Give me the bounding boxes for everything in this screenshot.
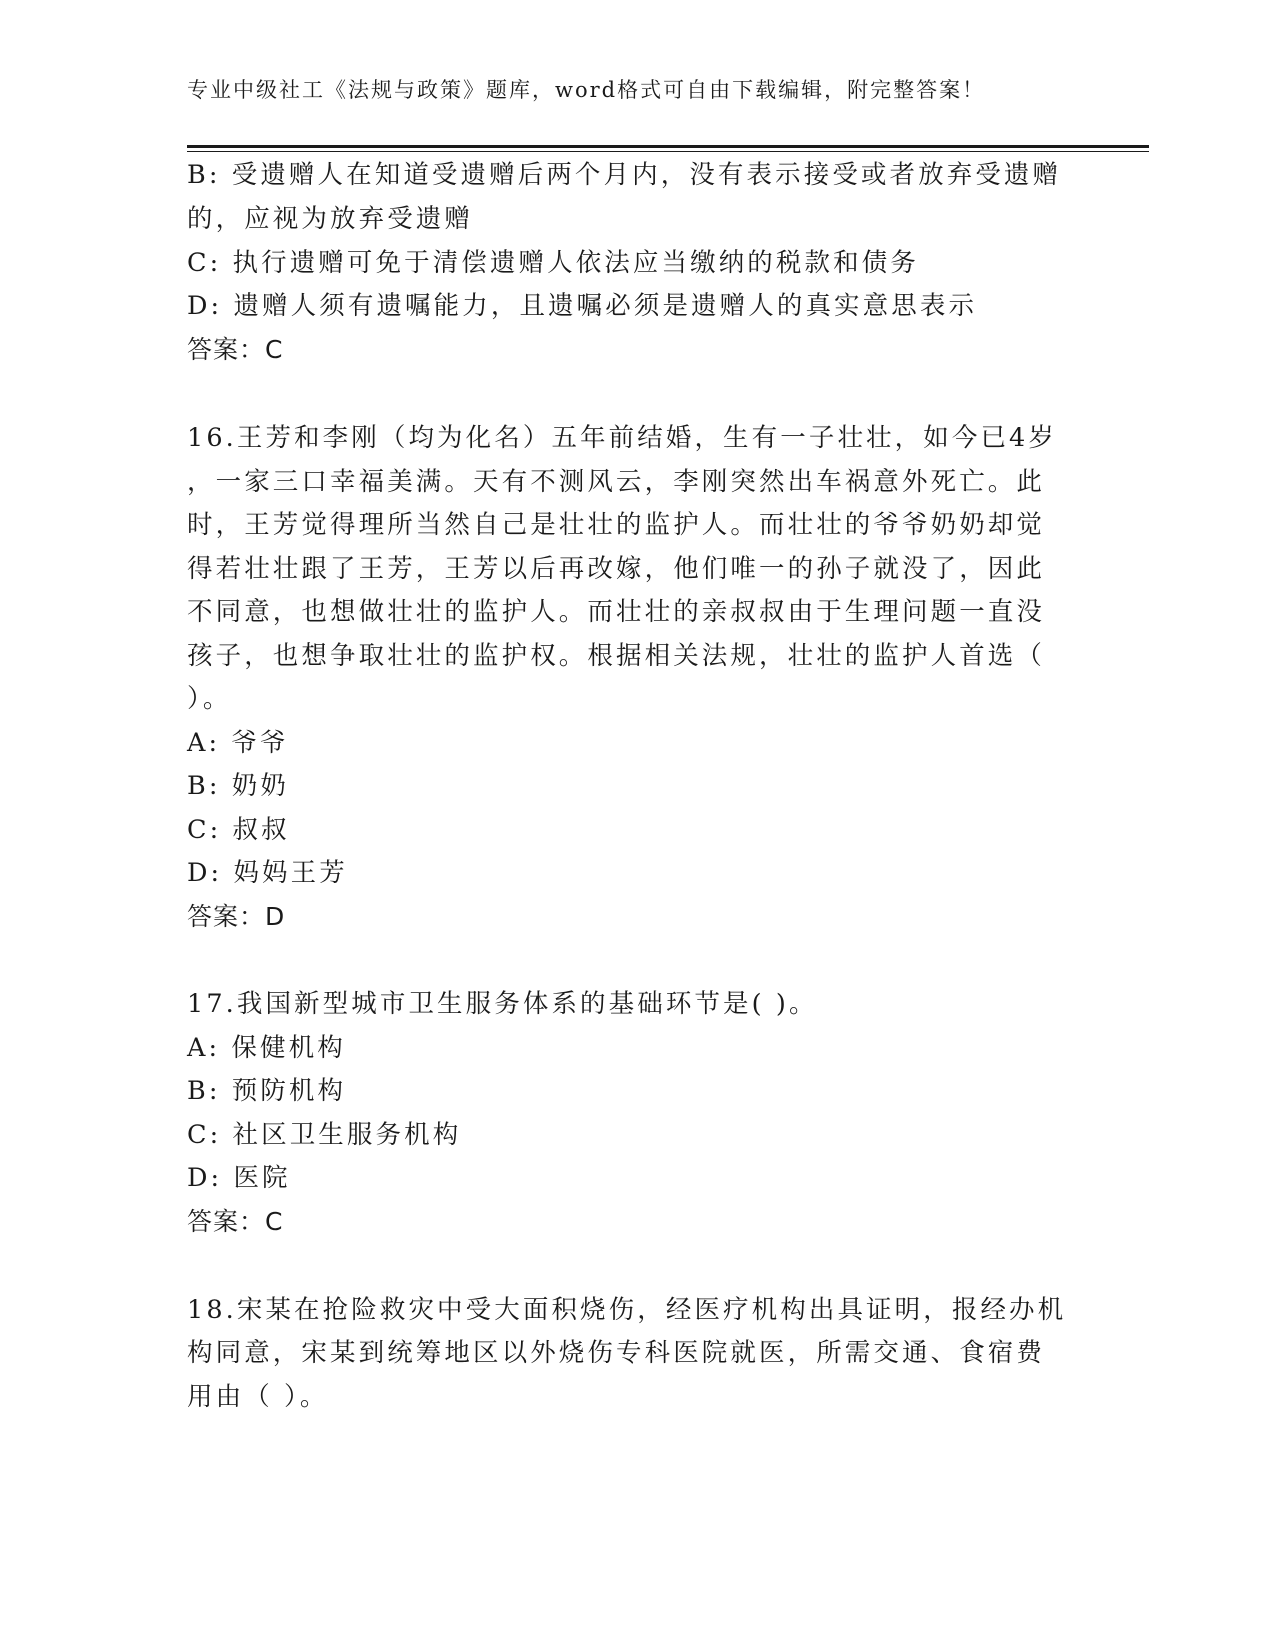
q17-option-a: A: 保健机构 bbox=[187, 1033, 346, 1063]
q17-option-d: D: 医院 bbox=[187, 1163, 291, 1193]
q16-option-b: B: 奶奶 bbox=[187, 771, 289, 801]
q15-option-b-line1: B: 受遗赠人在知道受遗赠后两个月内，没有表示接受或者放弃受遗赠 bbox=[187, 160, 1062, 190]
q18-stem-line1: 18.宋某在抢险救灾中受大面积烧伤，经医疗机构出具证明，报经办机 bbox=[187, 1295, 1067, 1325]
q16-stem-line4: 得若壮壮跟了王芳，王芳以后再改嫁，他们唯一的孙子就没了，因此 bbox=[187, 554, 1046, 584]
q18-stem-line2: 构同意，宋某到统筹地区以外烧伤专科医院就医，所需交通、食宿费 bbox=[187, 1338, 1046, 1368]
q15-answer: 答案：C bbox=[187, 335, 284, 364]
q16-stem-line1: 16.王芳和李刚（均为化名）五年前结婚，生有一子壮壮，如今已4岁 bbox=[187, 423, 1057, 453]
q15-option-c: C: 执行遗赠可免于清偿遗赠人依法应当缴纳的税款和债务 bbox=[187, 248, 919, 278]
q16-option-d: D: 妈妈王芳 bbox=[187, 858, 348, 888]
q16-option-c: C: 叔叔 bbox=[187, 815, 290, 845]
q15-option-d: D: 遗赠人须有遗嘱能力，且遗嘱必须是遗赠人的真实意思表示 bbox=[187, 291, 978, 321]
q18-stem-line3: 用由（ ）。 bbox=[187, 1382, 329, 1412]
header-rule-thick bbox=[187, 145, 1149, 148]
header-rule-thin bbox=[187, 151, 1149, 152]
q16-stem-line6: 孩子，也想争取壮壮的监护权。根据相关法规，壮壮的监护人首选（ bbox=[187, 641, 1046, 671]
q17-stem: 17.我国新型城市卫生服务体系的基础环节是( )。 bbox=[187, 989, 818, 1019]
q16-stem-line2: ，一家三口幸福美满。天有不测风云，李刚突然出车祸意外死亡。此 bbox=[187, 467, 1046, 497]
q17-option-c: C: 社区卫生服务机构 bbox=[187, 1120, 462, 1150]
q17-answer: 答案：C bbox=[187, 1207, 284, 1236]
q16-stem-line3: 时，王芳觉得理所当然自己是壮壮的监护人。而壮壮的爷爷奶奶却觉 bbox=[187, 510, 1046, 540]
q16-option-a: A: 爷爷 bbox=[187, 728, 289, 758]
q16-stem-line7: ）。 bbox=[187, 684, 232, 714]
q15-option-b-line2: 的，应视为放弃受遗赠 bbox=[187, 204, 474, 234]
q16-answer: 答案：D bbox=[187, 902, 286, 931]
page-header: 专业中级社工《法规与政策》题库，word格式可自由下载编辑，附完整答案！ bbox=[187, 78, 986, 102]
q16-stem-line5: 不同意，也想做壮壮的监护人。而壮壮的亲叔叔由于生理问题一直没 bbox=[187, 597, 1046, 627]
q17-option-b: B: 预防机构 bbox=[187, 1076, 347, 1106]
